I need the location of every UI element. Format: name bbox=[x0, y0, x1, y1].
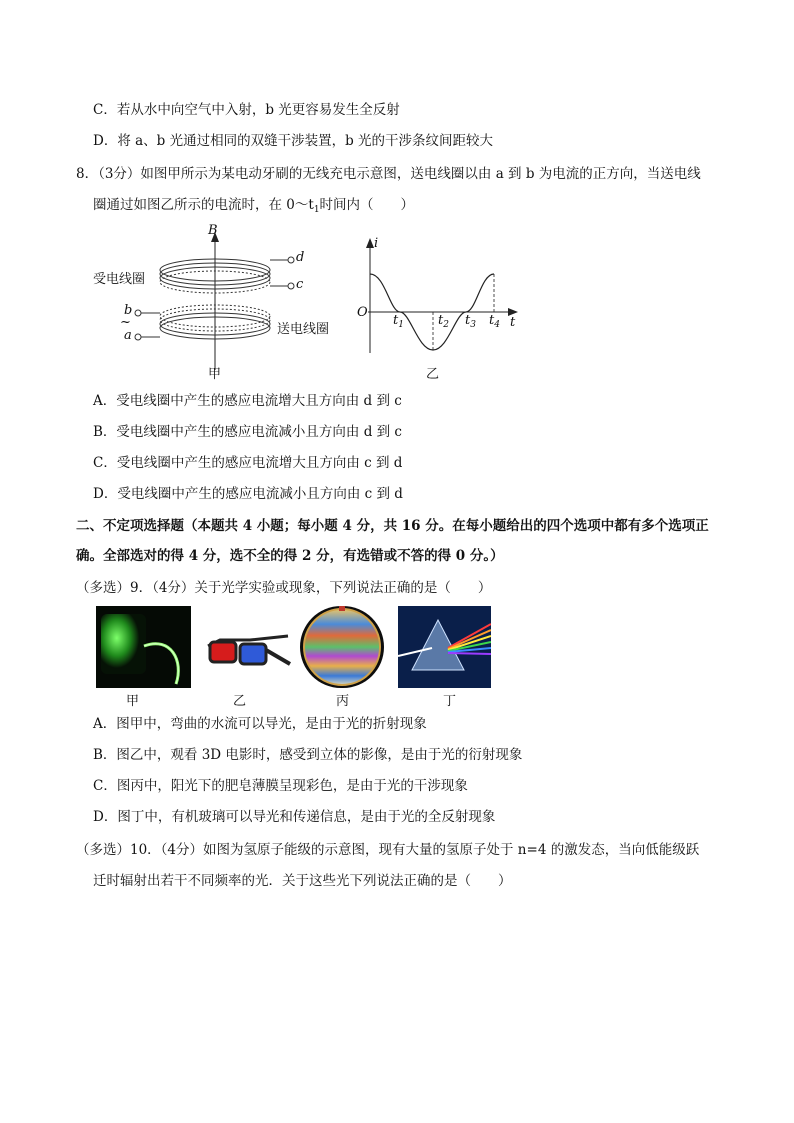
photo-caption-ding: 丁 bbox=[443, 694, 457, 709]
terminal-b-label: b bbox=[124, 303, 133, 318]
water-light-guide-photo bbox=[96, 606, 191, 688]
t-axis-label: t bbox=[510, 315, 516, 330]
figure-yi-caption: 乙 bbox=[426, 367, 440, 382]
i-axis-arrow bbox=[366, 238, 374, 248]
q8-option-a: A．受电线圈中产生的感应电流增大且方向由 d 到 c bbox=[93, 393, 402, 409]
q9-option-d: D．图丁中，有机玻璃可以导光和传递信息，是由于光的全反射现象 bbox=[93, 809, 496, 825]
t3-tick-label: $t_3$ bbox=[465, 313, 476, 330]
q8-stem-line2: 圈通过如图乙所示的电流时，在 $0\sim t_1$时间内（ ） bbox=[93, 197, 415, 215]
q8-option-d: D．受电线圈中产生的感应电流减小且方向由 c 到 d bbox=[93, 486, 403, 502]
photo-caption-yi: 乙 bbox=[233, 694, 247, 709]
q7-option-d: D．将 a、b 光通过相同的双缝干涉装置，b 光的干涉条纹间距较大 bbox=[93, 133, 494, 149]
q8-option-b: B．受电线圈中产生的感应电流减小且方向由 d 到 c bbox=[93, 424, 402, 440]
q9-option-a: A．图甲中，弯曲的水流可以导光，是由于光的折射现象 bbox=[93, 716, 427, 732]
origin-label: O bbox=[357, 305, 368, 320]
terminal-d-label: d bbox=[296, 250, 305, 265]
3d-glasses-photo bbox=[200, 606, 295, 688]
q9-option-b: B．图乙中，观看 3D 电影时，感受到立体的影像，是由于光的衍射现象 bbox=[93, 747, 523, 763]
q7-option-c: C．若从水中向空气中入射，b 光更容易发生全反射 bbox=[93, 102, 400, 118]
t1-tick-label: $t_1$ bbox=[393, 313, 404, 330]
q9-stem: （多选）9．（4分）关于光学实验或现象，下列说法正确的是（ ） bbox=[76, 580, 492, 596]
q10-stem-line1: （多选）10．（4分）如图为氢原子能级的示意图，现有大量的氢原子处于 n=4 的激发态，当向低能级跃 bbox=[76, 842, 700, 858]
figure-jia-caption: 甲 bbox=[208, 367, 222, 382]
terminal-c-label: c bbox=[296, 277, 304, 292]
soap-film-photo bbox=[300, 606, 384, 688]
i-axis-label: i bbox=[374, 236, 379, 251]
section2-heading-line1: 二、不定项选择题（本题共 4 小题；每小题 4 分，共 16 分。在每小题给出的四个选项中都有多个选项正 bbox=[76, 518, 709, 534]
q10-stem-line2: 迁时辐射出若干不同频率的光．关于这些光下列说法正确的是（ ） bbox=[93, 873, 512, 889]
current-graph-figure bbox=[360, 235, 520, 355]
q8-stem-line1: 8．（3分）如图甲所示为某电动牙刷的无线充电示意图，送电线圈以由 a 到 b 为电流的正方向，当送电线 bbox=[76, 166, 701, 182]
photo-caption-jia: 甲 bbox=[126, 694, 140, 709]
receive-coil-label: 受电线圈 bbox=[93, 272, 146, 287]
ac-source-symbol: ~ bbox=[120, 315, 131, 330]
t2-tick-label: $t_2$ bbox=[438, 313, 449, 330]
photo-caption-bing: 丙 bbox=[336, 694, 350, 709]
send-coil-label: 送电线圈 bbox=[277, 322, 330, 337]
prism-photo bbox=[398, 606, 491, 688]
t4-tick-label: $t_4$ bbox=[489, 313, 500, 330]
q8-option-c: C．受电线圈中产生的感应电流增大且方向由 c 到 d bbox=[93, 455, 403, 471]
b-axis-label: B bbox=[208, 223, 218, 238]
coil-diagram-figure bbox=[85, 222, 345, 382]
terminal-a-label: a bbox=[124, 328, 132, 343]
section2-heading-line2: 确。全部选对的得 4 分，选不全的得 2 分，有选错或不答的得 0 分。） bbox=[76, 548, 504, 564]
q9-option-c: C．图丙中，阳光下的肥皂薄膜呈现彩色，是由于光的干涉现象 bbox=[93, 778, 468, 794]
